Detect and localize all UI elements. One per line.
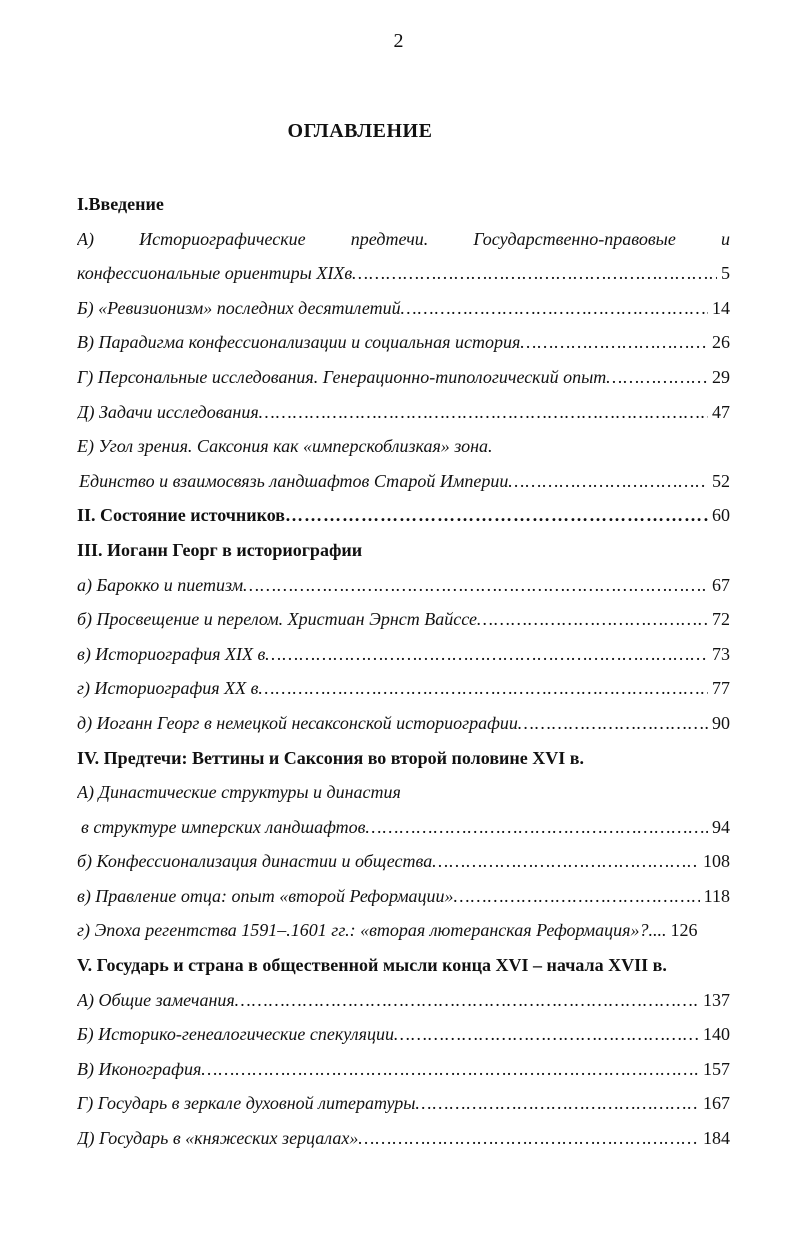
leader-dots: [520, 325, 708, 360]
leader-dots: [394, 1017, 699, 1052]
leader-dots: [265, 637, 708, 672]
toc-page-number: 94: [712, 816, 730, 837]
toc-page-number: 52: [712, 470, 730, 491]
toc-entry-label: в) Правление отца: опыт «второй Реформации»: [77, 885, 454, 906]
toc-page-number: 77: [712, 678, 730, 699]
leader-dots: [352, 256, 717, 291]
toc-entry-label: в структуре имперских ландшафтов: [81, 816, 366, 837]
toc-entry: [77, 291, 730, 326]
toc-page-number: 167: [703, 1093, 730, 1114]
toc-page-number: 60: [712, 505, 730, 526]
toc-page-number: 29: [712, 366, 730, 387]
toc-entry-label: Д) Государь в «княжеских зерцалах»: [77, 1128, 359, 1149]
leader-dots: [415, 1086, 699, 1121]
toc-entry: [77, 913, 730, 948]
leader-dots: [243, 568, 708, 603]
toc-section-heading: II. Состояние источников: [77, 505, 286, 526]
toc-page-number: 67: [712, 574, 730, 595]
toc-page-number: 5: [721, 263, 730, 284]
leader-dots: [432, 844, 699, 879]
leader-dots: [285, 498, 708, 533]
toc-entry-label: г) Историография XX в: [77, 678, 259, 699]
toc-entry: [77, 671, 730, 706]
page-number: 2: [393, 30, 404, 52]
toc-entry: [77, 602, 730, 637]
toc-entry-label: Единство и взаимосвязь ландшафтов Старой Империи: [79, 470, 509, 491]
toc-section-heading: V. Государь и страна в общественной мысли конца XVI – начала XVII в.: [77, 955, 667, 976]
toc-entry-label: г) Эпоха регентства 1591–.1601 гг.: «вторая лютеранская Реформация»?....: [77, 920, 667, 941]
toc-page-number: 157: [703, 1058, 730, 1079]
toc-entry-label: Д) Задачи исследования: [77, 401, 259, 422]
toc-entry-label: б) Просвещение и перелом. Христиан Эрнст Вайссе: [77, 609, 478, 630]
toc-entry: [77, 983, 730, 1018]
leader-dots: [259, 395, 708, 430]
toc-entry-label: А) Общие замечания: [77, 989, 235, 1010]
toc-entry: [77, 879, 730, 914]
leader-dots: [201, 1052, 699, 1087]
toc-entry: [77, 568, 730, 603]
toc-section-heading: III. Иоганн Георг в историографии: [77, 539, 363, 560]
toc-entry: [77, 1052, 730, 1087]
toc-page-number: 118: [703, 885, 730, 906]
leader-dots: [454, 879, 700, 914]
toc-page-number: 140: [703, 1024, 730, 1045]
toc-entry: [77, 256, 730, 291]
table-of-contents: [77, 187, 730, 1156]
toc-entry: [77, 810, 730, 845]
toc-entry-text: А) Историографические предтечи. Государственно-правовые и: [77, 228, 730, 249]
toc-title: ОГЛАВЛЕНИЕ: [287, 120, 433, 142]
leader-dots: [477, 602, 708, 637]
toc-page-number: 108: [703, 851, 730, 872]
toc-entry: [77, 637, 730, 672]
toc-entry: [77, 1121, 730, 1156]
toc-page-number: 90: [712, 712, 730, 733]
leader-dots: [518, 706, 708, 741]
toc-page-number: 184: [703, 1128, 730, 1149]
toc-page-number: 73: [712, 643, 730, 664]
leader-dots: [358, 1121, 699, 1156]
toc-entry-label: Б) «Ревизионизм» последних десятилетий: [77, 297, 401, 318]
leader-dots: [606, 360, 708, 395]
toc-entry: [77, 325, 730, 360]
toc-entry-text: Е) Угол зрения. Саксония как «имперскоблизкая» зона.: [77, 436, 493, 457]
toc-entry-label: В) Иконография: [77, 1058, 202, 1079]
toc-page-number: 14: [712, 297, 730, 318]
toc-entry: [77, 1086, 730, 1121]
leader-dots: [508, 464, 708, 499]
toc-page-number: 126: [670, 920, 698, 941]
toc-entry: [77, 360, 730, 395]
toc-entry-label: Г) Государь в зеркале духовной литературы: [77, 1093, 416, 1114]
toc-page-number: 47: [712, 401, 730, 422]
leader-dots: [235, 983, 699, 1018]
toc-entry: [77, 395, 730, 430]
toc-entry-label: Г) Персональные исследования. Генерационно-типологический опыт: [77, 366, 607, 387]
toc-entry-label: д) Иоганн Георг в немецкой несаксонской историографии: [77, 712, 518, 733]
toc-entry-label: Б) Историко-генеалогические спекуляции: [77, 1024, 394, 1045]
toc-entry: [77, 464, 730, 499]
toc-section-heading: I.Введение: [77, 194, 164, 214]
toc-entry: [77, 844, 730, 879]
toc-entry-text: А) Династические структуры и династия: [77, 782, 401, 803]
toc-page-number: 26: [712, 332, 730, 353]
toc-entry-label: а) Барокко и пиетизм: [77, 574, 244, 595]
toc-entry-label: б) Конфессионализация династии и общества: [77, 851, 433, 872]
toc-page-number: 72: [712, 609, 730, 630]
toc-entry-label: В) Парадигма конфессионализации и социальная история: [77, 332, 521, 353]
toc-entry: [77, 706, 730, 741]
toc-page-number: 137: [703, 989, 730, 1010]
leader-dots: [258, 671, 708, 706]
toc-section-entry: [77, 498, 730, 533]
toc-entry-label: в) Историография XIX в: [77, 643, 266, 664]
toc-section-heading: IV. Предтечи: Веттины и Саксония во второй половине XVI в.: [77, 747, 585, 768]
toc-entry-label: конфессиональные ориентиры XIXв: [77, 263, 353, 284]
leader-dots: [401, 291, 708, 326]
leader-dots: [365, 810, 708, 845]
toc-entry: [77, 1017, 730, 1052]
